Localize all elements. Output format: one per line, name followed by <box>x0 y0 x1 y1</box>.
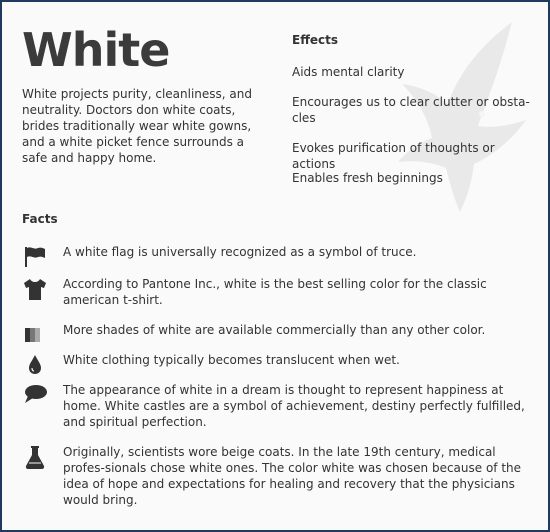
intro-paragraph: White projects purity, cleanliness, and neutrality. Doctors don white coats, brides traditionally wear white gowns, and a white picket fence surrounds a safe and happy home. <box>22 87 252 165</box>
effect-item: Enables fresh beginnings <box>292 171 443 185</box>
fact-text: Originally, scientists wore beige coats. In the late 19th century, medical profes-sionals chose white ones. The color white was chosen because of the idea of hope and expectations for healing and recovery that the physicians would bring. <box>63 445 522 507</box>
fact-text: A white flag is universally recognized as a symbol of truce. <box>63 245 417 259</box>
page-title: White <box>22 23 170 77</box>
speech-bubble-icon <box>22 382 48 408</box>
flask-icon <box>22 444 48 470</box>
water-drop-icon <box>22 352 48 378</box>
facts-heading: Facts <box>22 212 58 226</box>
effect-item: Encourages us to clear clutter or obsta-cles <box>292 95 530 125</box>
fact-text: The appearance of white in a dream is thought to represent happiness at home. White castles are a symbol of achievement, destiny perfectly fulfilled, and spiritual perfection. <box>63 383 525 429</box>
flag-icon <box>22 244 48 270</box>
effects-heading: Effects <box>292 33 339 47</box>
effect-item: Evokes purification of thoughts or actions <box>292 141 495 171</box>
effect-item: Aids mental clarity <box>292 65 405 79</box>
fact-text: According to Pantone Inc., white is the best selling color for the classic american t-shirt. <box>63 277 487 307</box>
color-swatch-icon <box>22 322 48 348</box>
fact-text: White clothing typically becomes translucent when wet. <box>63 353 400 367</box>
tshirt-icon <box>22 276 48 302</box>
fact-text: More shades of white are available commercially than any other color. <box>63 323 486 337</box>
